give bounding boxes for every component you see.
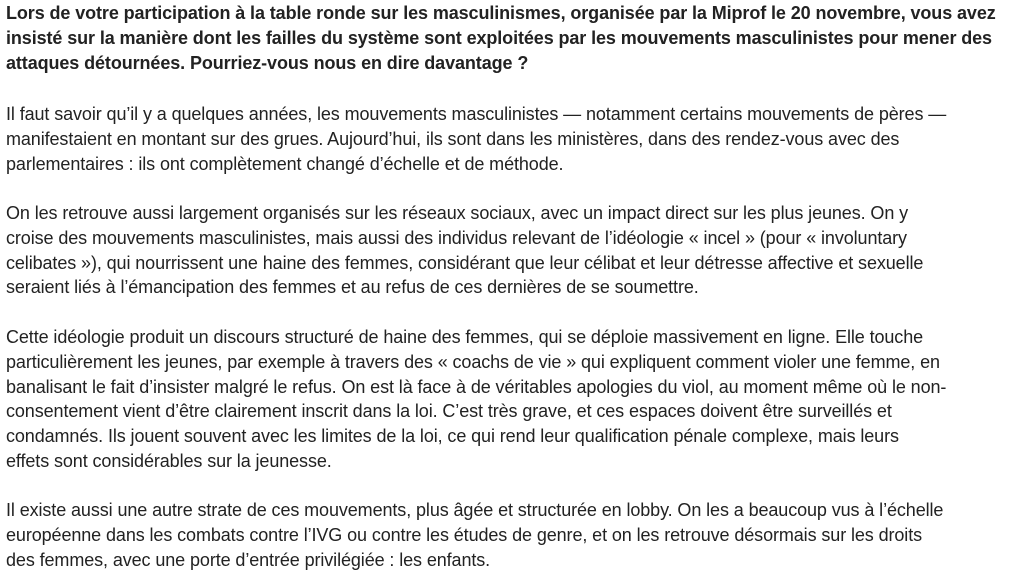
paragraph-line: croise des mouvements masculinistes, mais aussi des individus relevant de l’idéologie « incel » (pour « involuntary [6,227,907,248]
interview-question [6,1,1022,75]
answer-paragraph-1 [6,102,1022,176]
answer-paragraph-4 [6,498,1022,572]
paragraph-line: Il existe aussi une autre strate de ces mouvements, plus âgée et structurée en lobby. On les a beaucoup vus à l’échelle [6,500,944,520]
paragraph-line: consentement vient d’être clairement inscrit dans la loi. C’est très grave, et ces espaces doivent être surveillés et [6,401,892,422]
paragraph-line: Il faut savoir qu’il y a quelques années, les mouvements masculinistes — notamment certains mouvements de pères — [6,104,947,124]
question-line: Lors de votre participation à la table ronde sur les masculinismes, organisée par la Miprof le 20 novembre, vous avez [6,3,996,23]
answer-paragraph-3 [6,325,1022,474]
paragraph-line: manifestaient en montant sur des grues. Aujourd’hui, ils sont dans les ministères, dans des rendez-vous avec des [6,128,900,149]
paragraph-line: parlementaires : ils ont complètement changé d’échelle et de méthode. [6,153,564,174]
paragraph-line: banalisant le fait d’insister malgré le refus. On est là face à de véritables apologies du viol, au moment même où le non- [6,376,947,397]
paragraph-line: condamnés. Ils jouent souvent avec les limites de la loi, ce qui rend leur qualification pénale complexe, mais leurs [6,426,899,447]
paragraph-line: seraient liés à l’émancipation des femmes et au refus de ces dernières de se soumettre. [6,277,699,298]
paragraph-line: Cette idéologie produit un discours structuré de haine des femmes, qui se déploie massivement en ligne. Elle touche [6,327,924,347]
answer-paragraph-2 [6,201,1022,300]
paragraph-line: effets sont considérables sur la jeunesse. [6,450,332,471]
question-line: attaques détournées. Pourriez-vous nous en dire davantage ? [6,52,529,73]
paragraph-line: européenne dans les combats contre l’IVG ou contre les études de genre, et on les retrouve désormais sur les droits [6,524,923,545]
paragraph-line: celibates »), qui nourrissent une haine des femmes, considérant que leur célibat et leur détresse affective et sexuelle [6,252,924,273]
paragraph-line: particulièrement les jeunes, par exemple à travers des « coachs de vie » qui expliquent comment violer une femme, en [6,351,940,372]
paragraph-line: On les retrouve aussi largement organisés sur les réseaux sociaux, avec un impact direct sur les plus jeunes. On y [6,203,909,223]
paragraph-line: des femmes, avec une porte d’entrée privilégiée : les enfants. [6,549,491,570]
question-line: insisté sur la manière dont les failles du système sont exploitées par les mouvements masculinistes pour mener des [6,27,992,48]
